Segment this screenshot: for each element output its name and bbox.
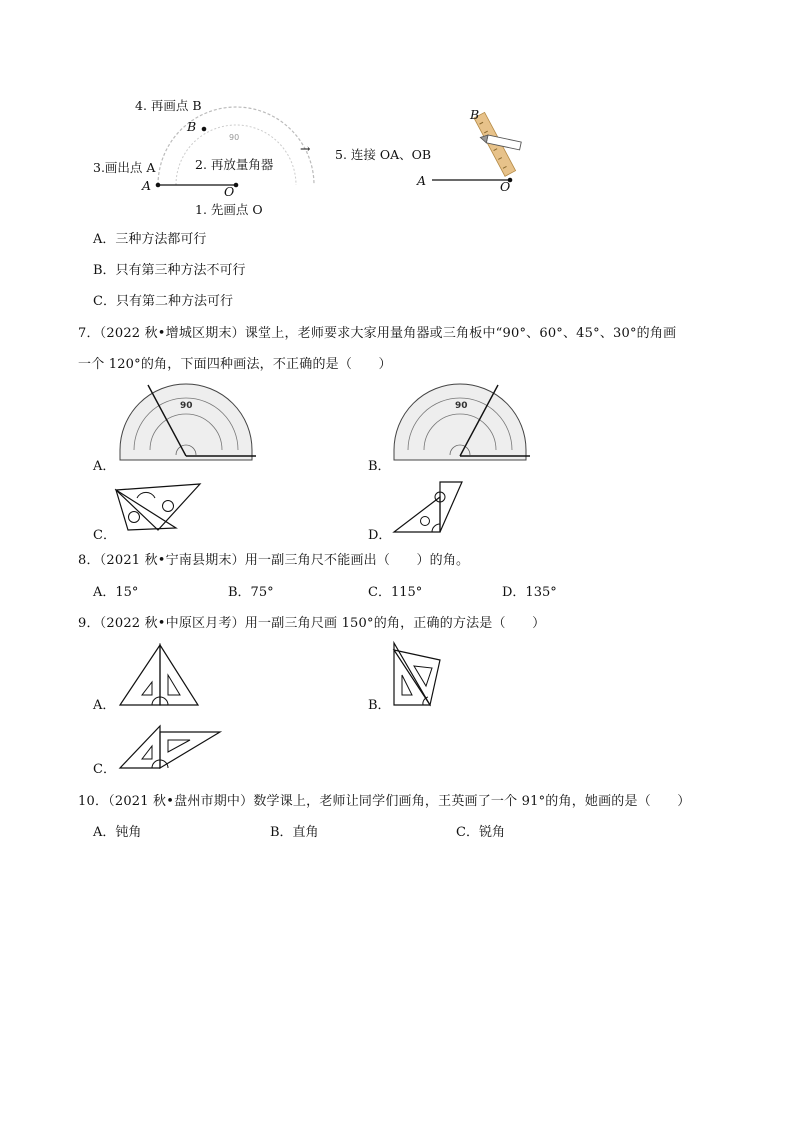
right-point-a-label: A xyxy=(417,173,427,188)
q6-option-c: C．只有第二种方法可行 xyxy=(93,294,233,309)
q7-option-c: C． xyxy=(93,528,116,543)
q10-option-b: B．直角 xyxy=(270,825,319,840)
right-point-b-label: B xyxy=(470,107,480,122)
q8-option-c: C．115° xyxy=(368,585,423,600)
q8-option-d: D．135° xyxy=(502,585,557,600)
q10-option-c: C．锐角 xyxy=(456,825,505,840)
svg-text:90: 90 xyxy=(180,401,193,411)
q7-option-a: A． xyxy=(93,459,116,474)
q7-stem-line2: 一个 120°的角，下面四种画法，不正确的是（ ） xyxy=(78,357,392,372)
point-o-label: O xyxy=(224,184,235,199)
point-b-label: B xyxy=(187,119,197,134)
point-a-label: A xyxy=(142,178,152,193)
step3-label: 3.画出点 A xyxy=(93,160,156,175)
q9-option-c: C． xyxy=(93,762,116,777)
svg-text:90: 90 xyxy=(455,401,468,411)
q8-option-a: A．15° xyxy=(93,585,139,600)
q8-stem: 8．（2021 秋•宁南县期末）用一副三角尺不能画出（ ）的角。 xyxy=(78,553,470,568)
step4-label: 4. 再画点 B xyxy=(135,98,202,113)
step1-label: 1. 先画点 O xyxy=(195,202,263,217)
q9-stem: 9．（2022 秋•中原区月考）用一副三角尺画 150°的角，正确的方法是（ ） xyxy=(78,616,546,631)
arrow-icon: → xyxy=(300,141,311,156)
q10-stem: 10．（2021 秋•盘州市期中）数学课上，老师让同学们画角，王英画了一个 91°的角，她画的是（ ） xyxy=(78,794,691,809)
q9-option-a: A． xyxy=(93,698,116,713)
q9-option-b: B． xyxy=(368,698,391,713)
q7-option-b: B． xyxy=(368,459,391,474)
q6-option-b: B．只有第三种方法不可行 xyxy=(93,263,246,278)
q6-option-a: A．三种方法都可行 xyxy=(93,232,207,247)
step2-label: 2. 再放量角器 xyxy=(195,157,274,172)
q7-option-d: D． xyxy=(368,528,392,543)
step5-label: 5. 连接 OA、OB xyxy=(335,147,432,162)
q10-option-a: A．钝角 xyxy=(93,825,142,840)
svg-text:90: 90 xyxy=(229,133,240,142)
q8-option-b: B．75° xyxy=(228,585,274,600)
q7-stem-line1: 7．（2022 秋•增城区期末）课堂上，老师要求大家用量角器或三角板中“90°、60°、45°、30°的角画 xyxy=(78,326,677,341)
right-point-o-label: O xyxy=(500,179,511,194)
